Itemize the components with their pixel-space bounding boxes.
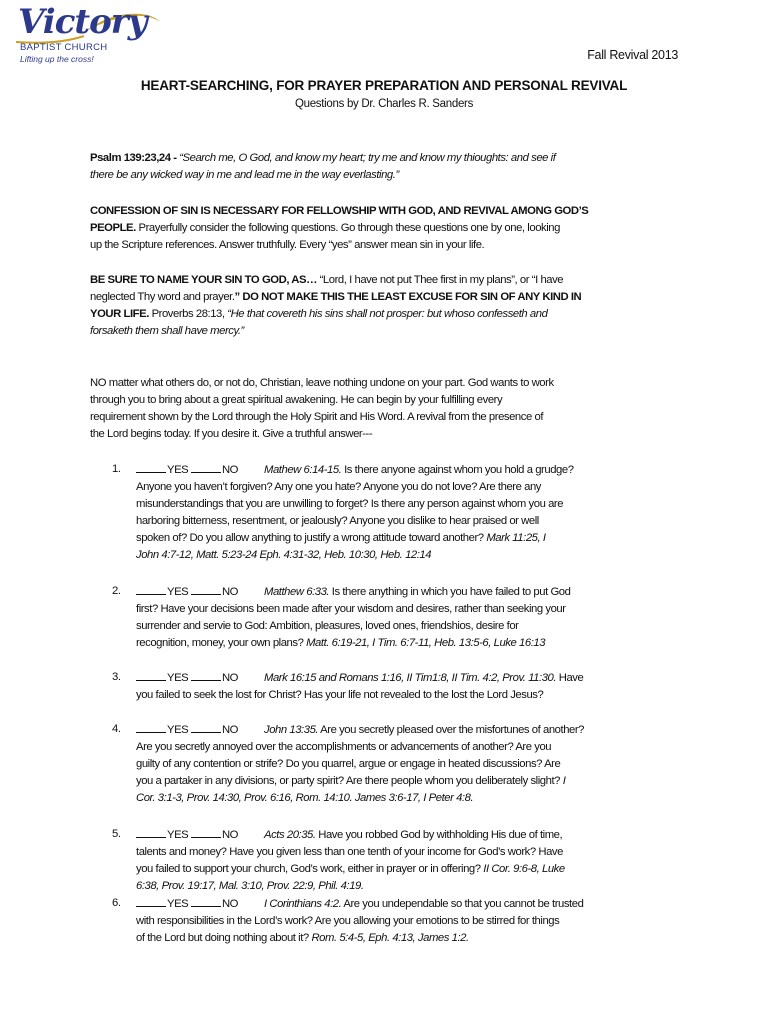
- no-label: NO: [221, 586, 238, 598]
- yes-label: YES: [167, 829, 191, 841]
- question-number: 2.: [112, 585, 121, 597]
- question-body: [136, 721, 692, 807]
- yes-answer-blank[interactable]: [136, 461, 166, 473]
- confession-text: Prayerfully consider the following questions. Go through these questions one by one, looking up the Scripture references. Answer truthfully. Every “yes” answer mean sin in your life.: [90, 222, 560, 251]
- proverbs-quote: “He that covereth his sins shall not prosper: but whoso confesseth and forsaketh them shall have mercy.”: [90, 308, 548, 337]
- church-logo: [14, 2, 164, 68]
- no-answer-blank[interactable]: [191, 669, 221, 681]
- name-sin-heading: BE SURE TO NAME YOUR SIN TO GOD, AS…: [90, 274, 320, 286]
- no-answer-blank[interactable]: [191, 583, 221, 595]
- question-text: Is there anyone against whom you hold a grudge? Anyone you haven’t forgiven? Any one you hate? Anyone you do not love? Are there any misunderstandings that you are unwilling to forget? Is there any person against whom you are harboring bitterness, resentment, or jealously? Anyone you dislike to hear praised or well spoken of? Do you allow anything to justify a wrong attitude toward another?: [136, 464, 574, 544]
- yes-answer-blank[interactable]: [136, 583, 166, 595]
- question-text: Is there anything in which you have failed to put God first? Have your decisions been made after your wisdom and desires, rather than seeking your surrender and servie to God: Ambition, pleasures, loved ones, friendshios, desire for recognition, money, your own plans?: [136, 586, 571, 649]
- question-reference: Matthew 6:33.: [264, 586, 330, 598]
- logo-tagline: Lifting up the cross!: [20, 54, 94, 64]
- proverbs-reference: Proverbs 28:13,: [148, 308, 228, 320]
- event-label: Fall Revival 2013: [587, 48, 678, 62]
- question-body: [136, 826, 692, 895]
- no-label: NO: [221, 829, 238, 841]
- question-reference: John 13:35.: [264, 724, 319, 736]
- name-sin-paragraph: [90, 272, 690, 340]
- logo-wordmark: Victory: [18, 2, 147, 42]
- no-label: NO: [221, 464, 238, 476]
- question-reference: Mathew 6:14-15.: [264, 464, 342, 476]
- yes-label: YES: [167, 672, 191, 684]
- document-subtitle: Questions by Dr. Charles R. Sanders: [294, 98, 474, 110]
- no-label: NO: [221, 898, 238, 910]
- confession-heading: CONFESSION OF SIN IS NECESSARY FOR FELLOWSHIP WITH GOD, AND REVIVAL AMONG GOD’S PEOPLE.: [90, 205, 589, 234]
- no-label: NO: [221, 672, 238, 684]
- question-body: [136, 669, 692, 704]
- psalm-quote: “Search me, O God, and know my heart; try me and know my thioughts: and see if there be any wicked way in me and lead me in the way everlasting.”: [90, 152, 556, 181]
- question-number: 6.: [112, 897, 121, 909]
- name-sin-example: “Lord, I have not put Thee first in my plans”, or “I have neglected Thy word and prayer.: [90, 274, 564, 303]
- yes-answer-blank[interactable]: [136, 669, 166, 681]
- no-answer-blank[interactable]: [191, 826, 221, 838]
- question-text: Are you secretly pleased over the misfortunes of another? Are you secretly annoyed over the accomplishments or advancements of another? Are you guilty of any contention or strife? Do you quarrel, argue or engage in heated discussions? Are you a partaker in any divisions, or party spirit? Are there people whom you deliberately slight?: [136, 724, 585, 787]
- question-text: Have you failed to seek the lost for Christ? Has your life not revealed to the lost the Lord Jesus?: [136, 672, 584, 701]
- question-scripture-refs: Matt. 6:19-21, I Tim. 6:7-11, Heb. 13:5-6, Luke 16:13: [306, 637, 546, 649]
- question-scripture-refs: I Cor. 3:1-3, Prov. 14:30, Prov. 6:16, Rom. 14:10. James 3:6-17, I Peter 4:8.: [136, 775, 566, 804]
- no-answer-blank[interactable]: [191, 895, 221, 907]
- question-scripture-refs: Mark 11:25, I John 4:7-12, Matt. 5:23-24 Eph. 4:31-32, Heb. 10:30, Heb. 12:14: [136, 532, 546, 561]
- yes-answer-blank[interactable]: [136, 721, 166, 733]
- question-reference: Acts 20:35.: [264, 829, 316, 841]
- question-body: [136, 461, 692, 564]
- question-text: Have you robbed God by withholding His due of time, talents and money? Have you given less than one tenth of your income for God’s work? Have you failed to support your church, God’s work, either in prayer or in offering?: [136, 829, 563, 875]
- question-number: 3.: [112, 671, 121, 683]
- document-title: HEART-SEARCHING, FOR PRAYER PREPARATION AND PERSONAL REVIVAL: [140, 78, 628, 93]
- question-reference: I Corinthians 4:2.: [264, 898, 342, 910]
- yes-answer-blank[interactable]: [136, 895, 166, 907]
- yes-label: YES: [167, 464, 191, 476]
- logo-church-name: BAPTIST CHURCH: [20, 42, 108, 53]
- psalm-paragraph: [90, 150, 690, 184]
- confession-paragraph: [90, 203, 690, 254]
- question-number: 5.: [112, 828, 121, 840]
- question-number: 4.: [112, 723, 121, 735]
- question-text: Are you undependable so that you cannot be trusted with responsibilities in the Lord’s work? Are you allowing your emotions to be stirred for things of the Lord but doing nothing about it?: [136, 898, 584, 944]
- no-answer-blank[interactable]: [191, 721, 221, 733]
- no-answer-blank[interactable]: [191, 461, 221, 473]
- yes-answer-blank[interactable]: [136, 826, 166, 838]
- intro-paragraph: NO matter what others do, or not do, Christian, leave nothing undone on your part. God wants to work through you to bring about a great spiritual awakening. He can begin by your fulfilling every requirement shown by the Lord through the Holy Spirit and His Word. A revival from the presence of the Lord begins today. If you desire it. Give a truthful answer---: [90, 377, 554, 440]
- question-body: [136, 583, 692, 652]
- question-number: 1.: [112, 463, 121, 475]
- no-label: NO: [221, 724, 238, 736]
- question-scripture-refs: II Cor. 9:6-8, Luke 6:38, Prov. 19:17, Mal. 3:10, Prov. 22:9, Phil. 4:19.: [136, 863, 565, 892]
- question-scripture-refs: Rom. 5:4-5, Eph. 4:13, James 1:2.: [311, 932, 469, 944]
- question-reference: Mark 16:15 and Romans 1:16, II Tim1:8, II Tim. 4:2, Prov. 11:30.: [264, 672, 557, 684]
- yes-label: YES: [167, 724, 191, 736]
- psalm-reference: Psalm 139:23,24 -: [90, 152, 180, 164]
- yes-label: YES: [167, 898, 191, 910]
- name-sin-warning: ” DO NOT MAKE THIS THE LEAST EXCUSE FOR SIN OF ANY KIND IN YOUR LIFE.: [90, 291, 582, 320]
- yes-label: YES: [167, 586, 191, 598]
- question-body: [136, 895, 692, 947]
